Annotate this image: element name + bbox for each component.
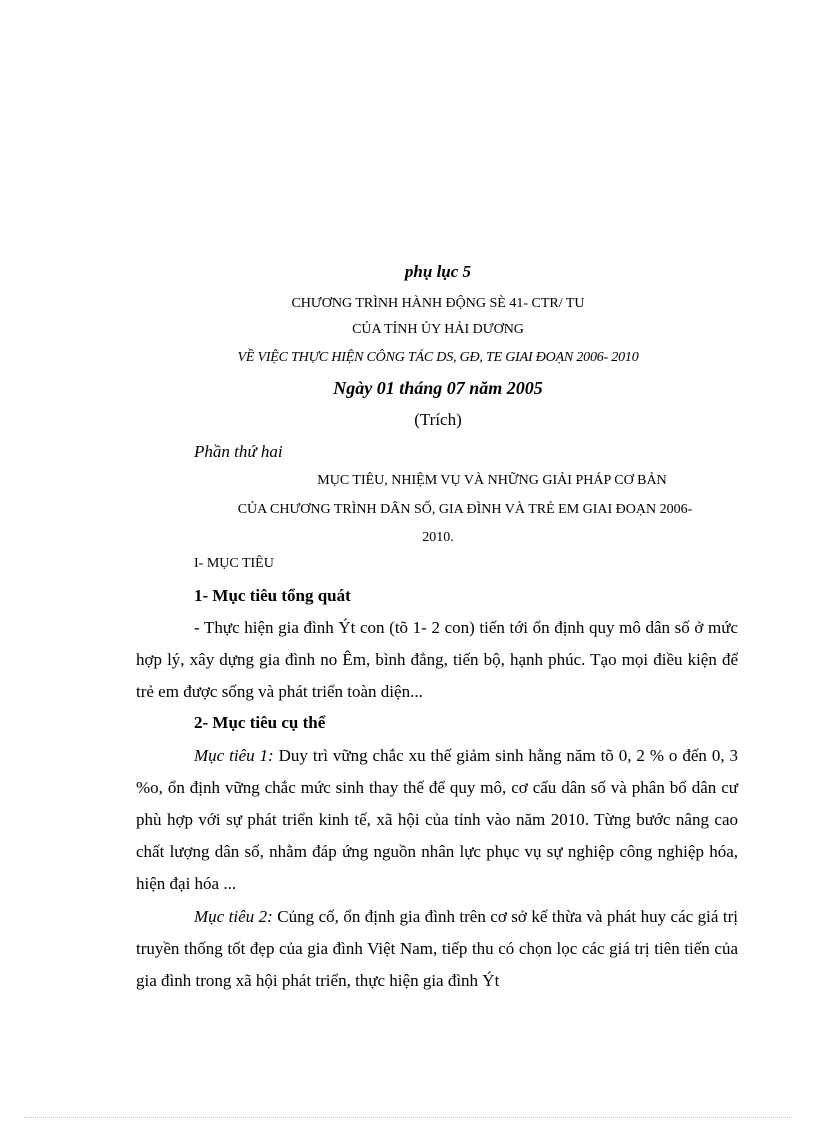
section-title: I- MỤC TIÊU bbox=[194, 556, 274, 571]
part-title-line-1: MỤC TIÊU, NHIỆM VỤ VÀ NHỮNG GIẢI PHÁP CƠ BẢN bbox=[317, 473, 667, 488]
appendix-title: phụ lục 5 bbox=[404, 262, 472, 281]
goal-1-text: Duy trì vững chắc xu thế giảm sinh hằng năm tõ 0, 2 % o đến 0, 3 %o, ổn định vững chắc mức sinh thay thế để quy mô, cơ cấu dân số và phân bổ dân cư phù hợp với sự phát triển kinh tế, xã hội của tỉnh vào năm 2010. Từng bước nâng cao chất lượng dân số, nhằm đáp ứng nguồn nhân lực phục vụ sự nghiệp công nghiệp hóa, hiện đại hóa ... bbox=[136, 746, 739, 893]
program-date: Ngày 01 tháng 07 năm 2005 bbox=[333, 378, 543, 398]
goal-2-text: Củng cố, ổn định gia đình trên cơ sở kế thừa và phát huy các giá trị truyền thống tốt đẹp của gia đình Việt Nam, tiếp thu có chọn lọc các giá trị tiên tiến của gia đình trong xã hội phát triển, thực hiện gia đình Ýt bbox=[136, 907, 738, 990]
program-title-line-1: CHƯƠNG TRÌNH HÀNH ĐỘNG SÈ 41- CTR/ TU bbox=[291, 296, 585, 311]
part-label: Phần thứ hai bbox=[194, 442, 283, 461]
goal-2-paragraph bbox=[136, 901, 738, 997]
general-goal-paragraph: - Thực hiện gia đình Ýt con (tõ 1- 2 con) tiến tới ổn định quy mô dân số ở mức hợp lý, xây dựng gia đình no Êm, bình đẳng, tiến bộ, hạnh phúc. Tạo mọi điều kiện để trẻ em được sống và phát triển toàn diện... bbox=[136, 618, 738, 701]
excerpt-note: (Trích) bbox=[414, 410, 462, 429]
page-bottom-divider bbox=[24, 1117, 792, 1118]
program-title-line-2: CỦA TỈNH ỦY HẢI DƯƠNG bbox=[352, 322, 524, 337]
general-goal-heading: 1- Mục tiêu tổng quát bbox=[194, 586, 351, 605]
specific-goals-heading: 2- Mục tiêu cụ thể bbox=[194, 713, 326, 732]
program-title-line-3: VỀ VIỆC THỰC HIỆN CÔNG TÁC DS, GĐ, TE GIAI ĐOẠN 2006- 2010 bbox=[237, 350, 639, 365]
goal-2-label: Mục tiêu 2: bbox=[194, 907, 273, 926]
goal-1-paragraph bbox=[136, 740, 738, 900]
goal-1-label: Mục tiêu 1: bbox=[194, 746, 274, 765]
part-title-line-3: 2010. bbox=[422, 530, 454, 545]
part-title-line-2: CỦA CHƯƠNG TRÌNH DÂN SỐ, GIA ĐÌNH VÀ TRẺ EM GIAI ĐOẠN 2006- bbox=[237, 502, 693, 517]
